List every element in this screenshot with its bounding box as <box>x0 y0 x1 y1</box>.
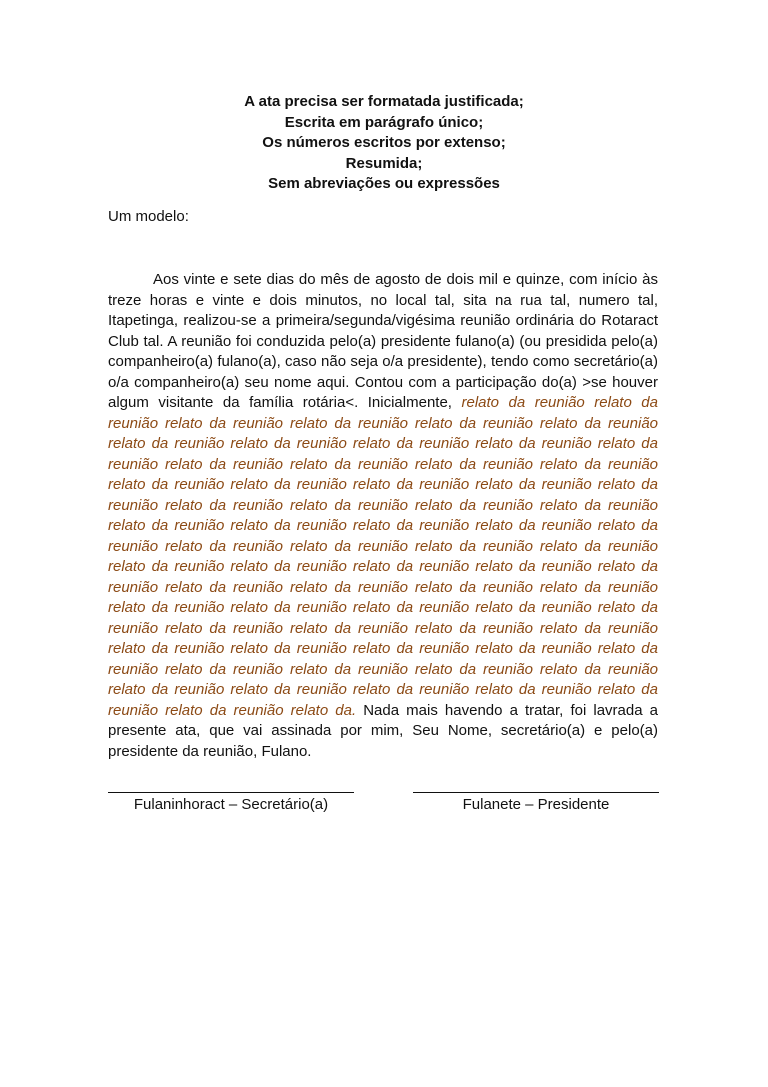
model-label: Um modelo: <box>108 208 189 225</box>
instructions-block <box>0 92 768 195</box>
instruction-no-abbreviations: Sem abreviações ou expressões <box>268 175 500 192</box>
secretary-name: Fulaninhoract – Secretário(a) <box>133 796 329 813</box>
signature-line <box>108 776 354 793</box>
minutes-paragraph <box>108 270 658 762</box>
minutes-relato: relato da reunião relato da reunião relato da reunião relato da reunião relato da reunião relato da reunião relato da reunião relato da reunião relato da reunião relato da reunião relato da reunião relato da reunião relato da reunião relato da reunião relato da reunião relato da reunião relato da reunião relato da reunião relato da reunião relato da reunião relato da reunião relato da reunião relato da reunião relato da reunião relato da reunião relato da reunião relato da reunião relato da reunião relato da reunião relato da reunião relato da reunião relato da reunião relato da reunião relato da reunião relato da reunião relato da reunião relato da reunião relato da reunião relato da reunião relato da reunião relato da reunião relato da reunião relato da reunião relato da reunião relato da reunião relato da reunião relato da reunião relato da reunião relato da reunião relato da reunião relato da reunião relato da reunião relato da reunião relato da reunião relato da reunião relato da reunião relato da reunião relato da reunião relato da reunião relato da reunião relato da reunião relato da reunião relato da reunião relato da reunião relato da reunião relato da reunião relato da. <box>108 394 658 719</box>
signature-line <box>413 776 659 793</box>
secretary-signature <box>108 776 354 815</box>
president-name: Fulanete – Presidente <box>462 796 610 813</box>
instruction-numbers-in-words: Os números escritos por extenso; <box>262 134 506 151</box>
instruction-justified: A ata precisa ser formatada justificada; <box>244 93 524 110</box>
instruction-summarized: Resumida; <box>345 154 423 172</box>
president-signature <box>413 776 659 815</box>
minutes-intro: Aos vinte e sete dias do mês de agosto de dois mil e quinze, com início às treze horas e vinte e dois minutos, no local tal, sita na rua tal, numero tal, Itapetinga, realizou-se a primeira/segunda/vigésima reunião ordinária do Rotaract Club tal. A reunião foi conduzida pelo(a) presidente fulano(a) (ou presidida pelo(a) companheiro(a) fulano(a), caso não seja o/a presidente), tendo como secretário(a) o/a companheiro(a) seu nome aqui. Contou com a participação do(a) >se houver algum visitante da família rotária<. Inicialmente, <box>108 271 658 411</box>
instruction-single-paragraph: Escrita em parágrafo único; <box>284 113 484 131</box>
minutes-closing: Nada mais havendo a tratar, foi lavrada a presente ata, que vai assinada por mim, Seu Nome, secretário(a) e pelo(a) presidente da reunião, Fulano. <box>108 701 659 760</box>
